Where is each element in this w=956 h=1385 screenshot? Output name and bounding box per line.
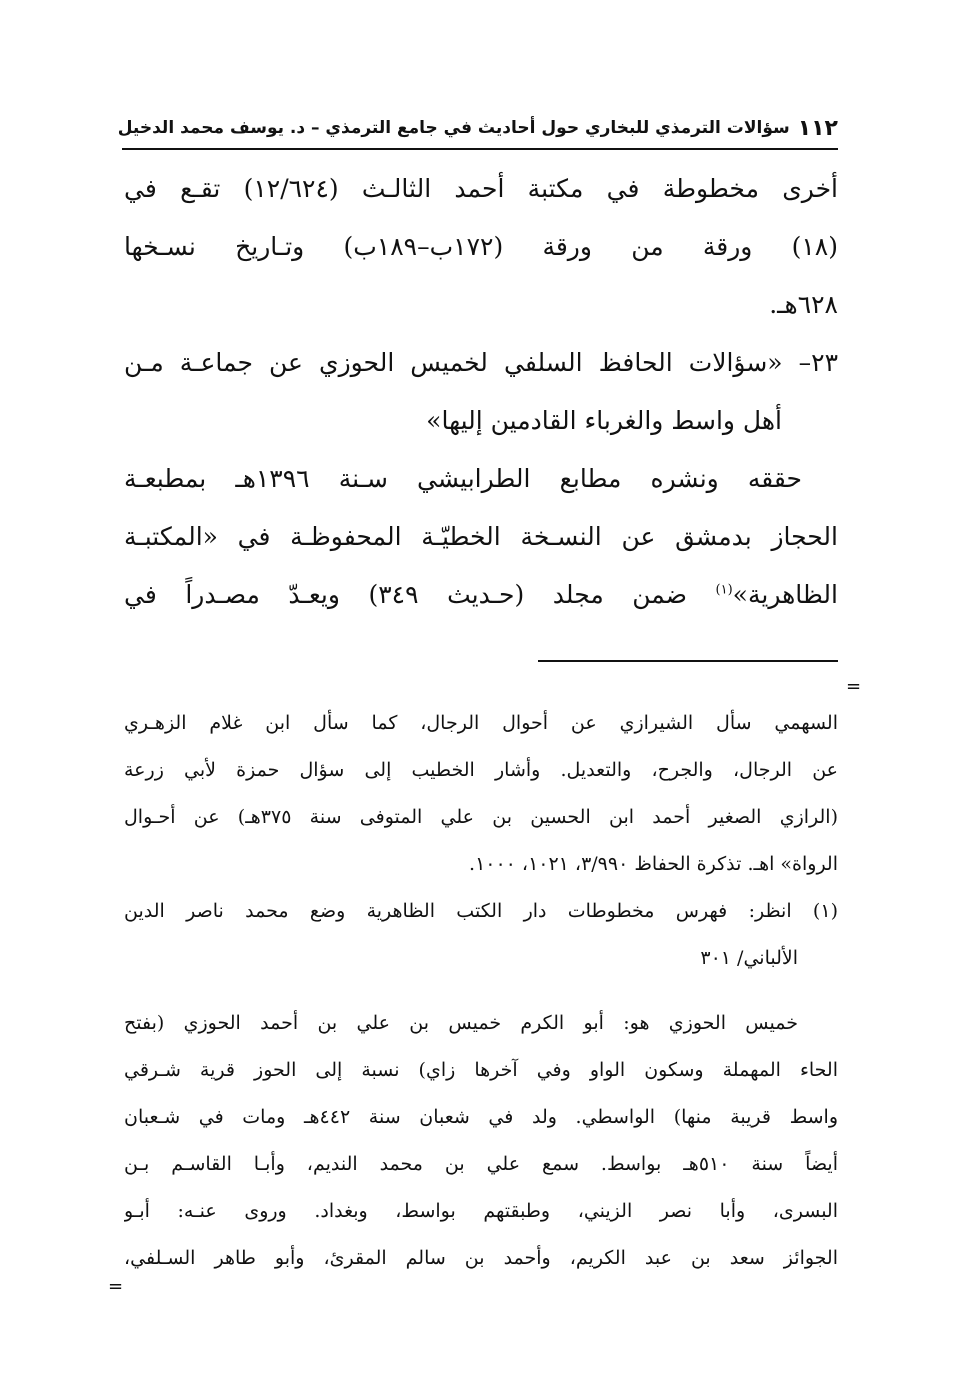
footnote-1: (١) انظر: فهرس مخطوطات دار الكتب الظاهرية وضع محمد ناصر الدين bbox=[124, 900, 838, 922]
bio-line: الجوائز سعد بن عبد الكريم، وأحمد بن سالم المقرئ، وأبو طاهر السـلفي، bbox=[124, 1247, 838, 1269]
running-title: سؤالات الترمذي للبخاري حول أحاديث في جامع الترمذي – د. يوسف محمد الدخيل bbox=[117, 118, 790, 138]
main-line: (١٨) ورقة من ورقة (١٧٢ب–١٨٩ب) وتـاريخ نسـخها bbox=[124, 232, 838, 261]
main-line: حققه ونشره مطابع الطرابيشي سـنة ١٣٩٦هـ بمطبعـة bbox=[124, 464, 802, 493]
footnote-line: الألباني/ ٣٠١ bbox=[700, 947, 798, 969]
main-line-end: ضمن مجلد (حـديث ٣٤٩) ويعـدّ مصـدراً في bbox=[124, 580, 687, 609]
main-line: الحجاز بدمشق عن النسـخة الخطيّـة المحفوظـة في «المكتبـة bbox=[124, 522, 838, 551]
footnote-line: الرواة» اهـ. تذكرة الحفاظ ٣/٩٩٠، ١٠٢١، ١٠٠٠. bbox=[469, 853, 838, 875]
footnote-separator bbox=[538, 660, 838, 662]
footnote-line: السهمي سأل الشيرازي عن أحوال الرجال، كما سأل ابن غلام الزهـري bbox=[124, 712, 838, 734]
footnote-reference: (١) bbox=[715, 582, 733, 598]
main-line: أهل واسط والغرباء القادمين إليها» bbox=[426, 406, 782, 435]
footnotes bbox=[124, 700, 838, 1282]
running-header bbox=[117, 108, 838, 150]
list-item-23: ٢٣– «سؤالات الحافظ السلفي لخميس الحوزي عن جماعـة مـن bbox=[124, 348, 838, 377]
footnote-line: (الرازي الصغير أحمد ابن الحسين بن علي المتوفى سنة ٣٧٥هـ) عن أحـوال bbox=[124, 806, 838, 828]
bio-line: الحاء المهملة وسكون الواو وفي آخرها زاي) نسبة إلى الحوز قرية شـرقي bbox=[124, 1059, 838, 1081]
bio-line: البسرى، وأبا نصر الزيني، وطبقتهم بواسط، وبغداد. وروى عنـه: أبـو bbox=[124, 1200, 838, 1222]
bio-line: أيضاً سنة ٥١٠هـ بواسط. سمع علي بن محمد النديم، وأبـا القاسـم بـن bbox=[124, 1153, 838, 1175]
continuation-marker: = bbox=[108, 1276, 124, 1297]
main-line: ٦٢٨هـ. bbox=[769, 290, 838, 319]
bio-line: خميس الحوزي هو: أبو الكرم خميس بن علي بن أحمد الحوزي (بفتح bbox=[124, 1012, 798, 1034]
main-line-start: الظاهرية» bbox=[732, 580, 838, 609]
continuation-marker: = bbox=[846, 676, 862, 697]
main-line: أخرى مخطوطة في مكتبة أحمد الثالـث (١٢/٦٢٤) تقـع في bbox=[124, 174, 838, 203]
page-number: ١١٢ bbox=[797, 115, 838, 141]
footnote-line: عن الرجال، والجرح، والتعديل. وأشار الخطيب إلى سؤال حمزة لأبي زرعة bbox=[124, 759, 838, 781]
bio-line: واسط قريبة منها) الواسطي. ولد في شعبان سنة ٤٤٢هـ ومات في شـعبان bbox=[124, 1106, 838, 1128]
main-line bbox=[124, 566, 838, 624]
spacer bbox=[124, 982, 838, 1000]
main-text bbox=[124, 160, 838, 624]
